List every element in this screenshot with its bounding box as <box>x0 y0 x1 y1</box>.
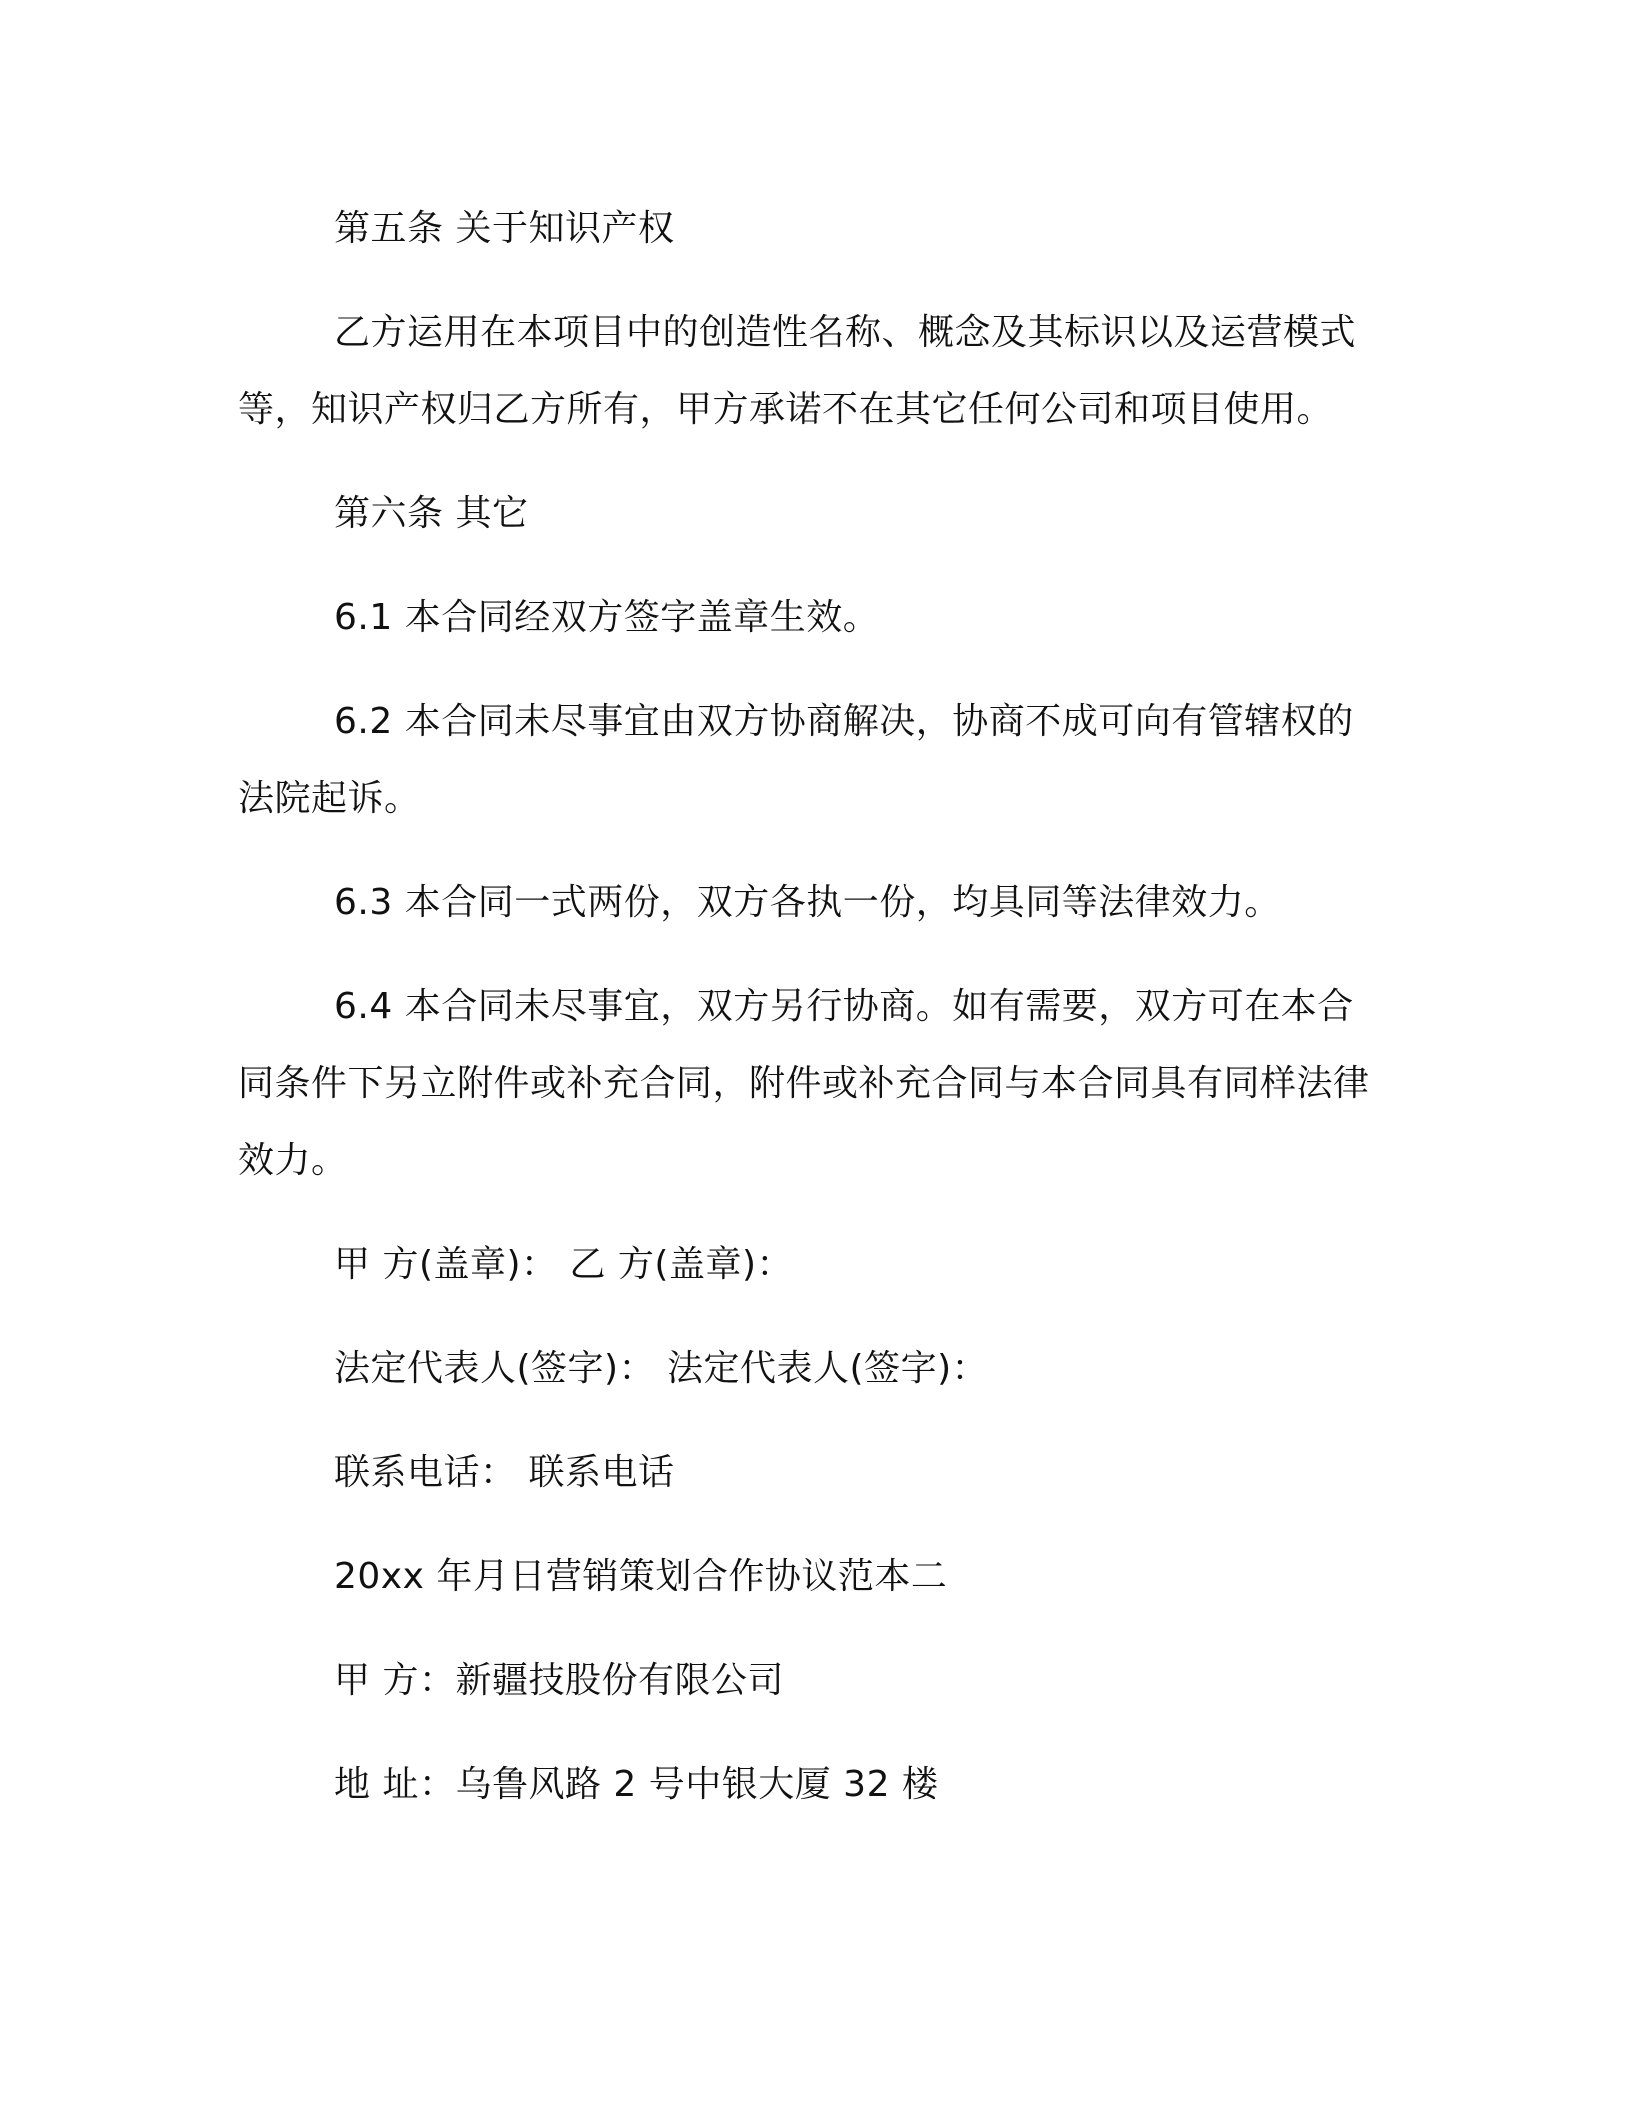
article-6-heading: 第六条 其它 <box>334 493 529 534</box>
clause-6-1: 6.1 本合同经双方签字盖章生效。 <box>334 597 880 638</box>
legal-representative-line: 法定代表人(签字)： 法定代表人(签字)： <box>334 1348 989 1389</box>
seal-line: 甲 方(盖章)： 乙 方(盖章)： <box>334 1244 794 1285</box>
article-5-text: 乙方运用在本项目中的创造性名称、概念及其标识以及运营模式等，知识产权归乙方所有，甲方承诺不在其它任何公司和项目使用。 <box>238 312 1357 430</box>
clause-6-3: 6.3 本合同一式两份，双方各执一份，均具同等法律效力。 <box>334 882 1281 923</box>
contact-phone-line: 联系电话： 联系电话 <box>334 1452 675 1493</box>
date-and-title-line: 20xx 年月日营销策划合作协议范本二 <box>334 1556 948 1597</box>
clause-6-4: 6.4 本合同未尽事宜，双方另行协商。如有需要，双方可在本合同条件下另立附件或补充合同，附件或补充合同与本合同具有同样法律效力。 <box>238 986 1370 1181</box>
article-5-heading: 第五条 关于知识产权 <box>334 208 675 249</box>
party-a-line: 甲 方：新疆技股份有限公司 <box>334 1660 784 1701</box>
address-line: 地 址：乌鲁风路 2 号中银大厦 32 楼 <box>334 1764 939 1805</box>
document-body <box>238 190 1378 1823</box>
clause-6-2: 6.2 本合同未尽事宜由双方协商解决，协商不成可向有管辖权的法院起诉。 <box>238 701 1354 819</box>
